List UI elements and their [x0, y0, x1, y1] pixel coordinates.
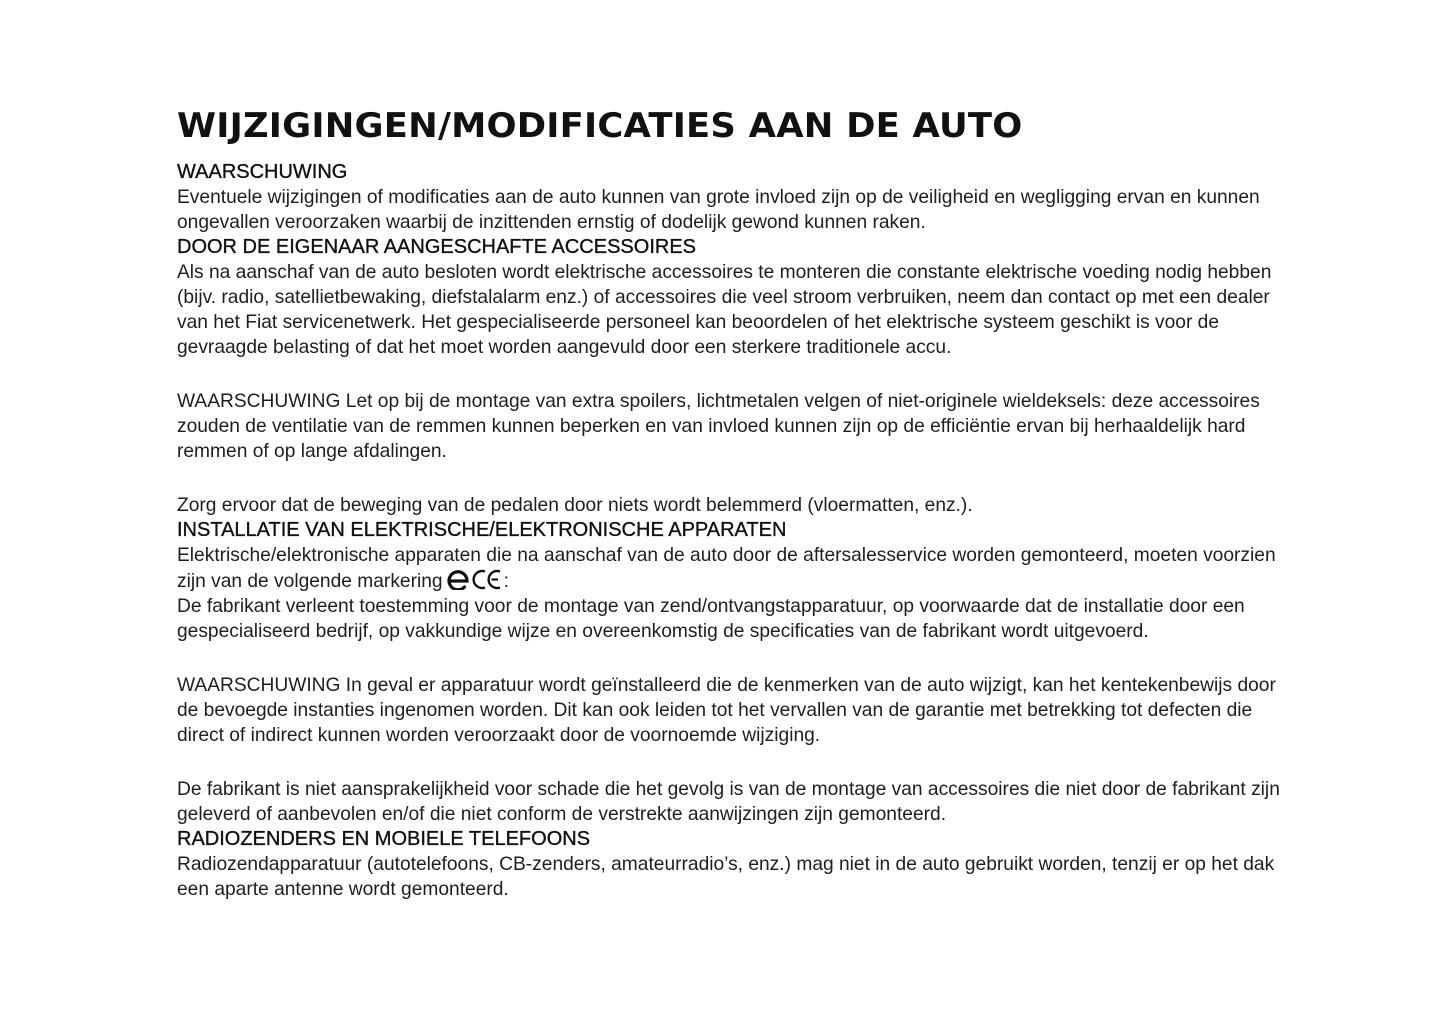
liability-paragraph: De fabrikant is niet aansprakelijkheid voor schade die het gevolg is van de montage van accessoires die niet door de fabrikant zijn geleverd of aanbevolen en/of die niet conform de verstrekte aanwijzingen zijn gemonteerd.: [177, 779, 1280, 825]
pedals-paragraph: Zorg ervoor dat de beweging van de pedalen door niets wordt belemmerd (vloermatten, enz.).: [177, 495, 973, 516]
document-page: [177, 106, 1297, 902]
registration-warning-paragraph: WAARSCHUWING In geval er apparatuur wordt geïnstalleerd die de kenmerken van de auto wijzigt, kan het kentekenbewijs door de bevoegde instanties ingenomen worden. Dit kan ook leiden tot het vervallen van de garantie met betrekking tot defecten die direct of indirect kunnen worden veroorzaakt door de voornoemde wijziging.: [177, 675, 1276, 746]
page-title: WIJZIGINGEN/MODIFICATIES AAN DE AUTO: [177, 106, 1023, 146]
paragraph-spacer: [177, 360, 1297, 389]
manufacturer-paragraph: De fabrikant verleent toestemming voor de montage van zend/ontvangstapparatuur, op voorwaarde dat de installatie door een gespecialiseerd bedrijf, op vakkundige wijze en overeenkomstig de specificaties van de fabrikant wordt uitgevoerd.: [177, 596, 1245, 642]
radio-paragraph: Radiozendapparatuur (autotelefoons, CB-zenders, amateurradio’s, enz.) mag niet in de auto gebruikt worden, tenzij er op het dak een aparte antenne wordt gemonteerd.: [177, 854, 1275, 900]
paragraph-spacer: [177, 748, 1297, 777]
accessories-paragraph: Als na aanschaf van de auto besloten wordt elektrische accessoires te monteren die constante elektrische voeding nodig hebben (bijv. radio, satellietbewaking, diefstalalarm enz.) of accessoires die veel stroom verbruiken, neem dan contact op met een dealer van het Fiat servicenetwerk. Het gespecialiseerde personeel kan beoordelen of het elektrische systeem geschikt is voor de gevraagde belasting of dat het moet worden aangevuld door een sterkere traditionele accu.: [177, 262, 1272, 358]
installation-heading: INSTALLATIE VAN ELEKTRISCHE/ELEKTRONISCHE APPARATEN: [177, 519, 787, 541]
e-ce-marking-icon: [447, 568, 503, 590]
radio-heading: RADIOZENDERS EN MOBIELE TELEFOONS: [177, 828, 591, 850]
installation-paragraph: [177, 543, 1297, 594]
installation-text: Elektrische/elektronische apparaten die na aanschaf van de auto door de aftersalesservice worden gemonteerd, moeten voorzien zijn van de volgende markering: [177, 545, 1276, 592]
paragraph-spacer: [177, 644, 1297, 673]
warning-heading: WAARSCHUWING: [177, 161, 348, 183]
spoiler-warning-paragraph: WAARSCHUWING Let op bij de montage van extra spoilers, lichtmetalen velgen of niet-originele wieldeksels: deze accessoires zouden de ventilatie van de remmen kunnen beperken en van invloed kunnen zijn op de efficiëntie ervan bij herhaaldelijk hard remmen of op lange afdalingen.: [177, 391, 1260, 462]
paragraph-spacer: [177, 464, 1297, 493]
accessories-heading: DOOR DE EIGENAAR AANGESCHAFTE ACCESSOIRES: [177, 236, 697, 258]
installation-text-end: :: [503, 571, 509, 592]
warning-paragraph: Eventuele wijzigingen of modificaties aan de auto kunnen van grote invloed zijn op de veiligheid en wegligging ervan en kunnen ongevallen veroorzaken waarbij de inzittenden ernstig of dodelijk gewond kunnen raken.: [177, 187, 1260, 233]
